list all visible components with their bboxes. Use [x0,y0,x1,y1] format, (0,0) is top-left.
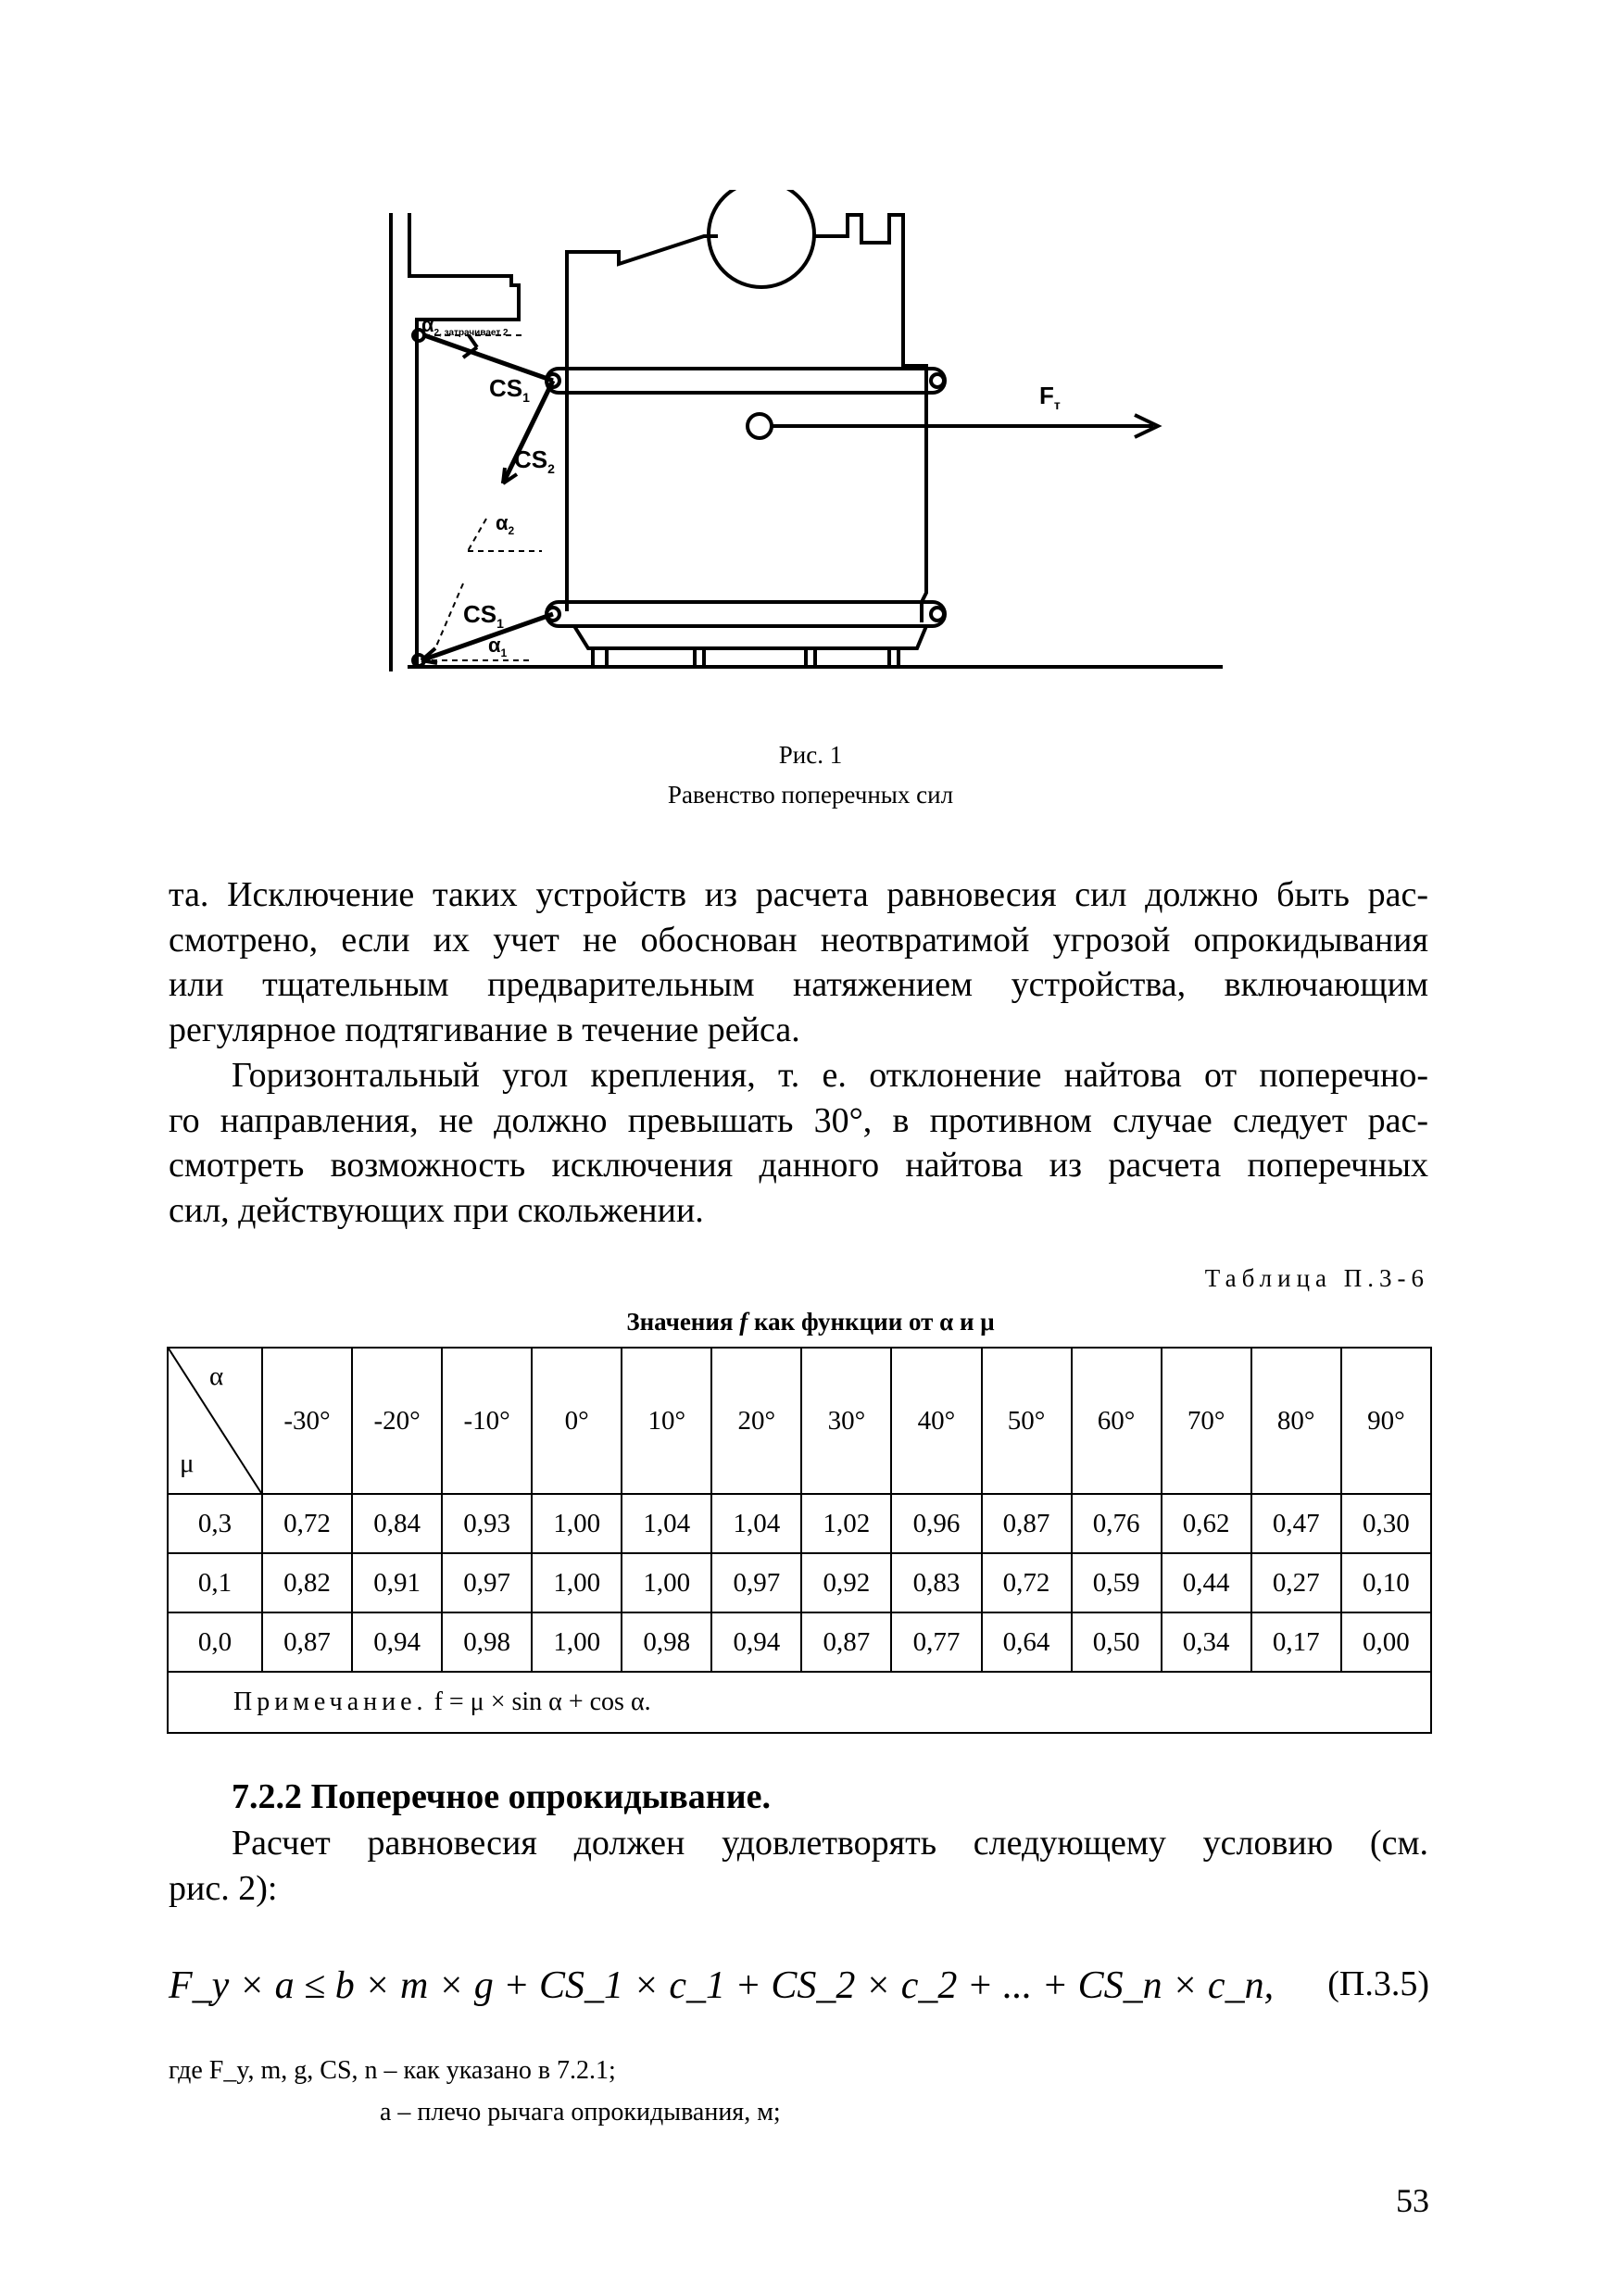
table-cell: 0,82 [262,1553,352,1612]
table-cell: 0,34 [1162,1612,1251,1672]
force-ft-label: $F_т$ [1039,382,1061,412]
table-title [0,1308,1621,1336]
figure-caption-number: Рис. 1 [778,741,843,769]
table-cell: 0,72 [982,1553,1072,1612]
table-cell: 0,98 [622,1612,711,1672]
column-header: 50° [982,1348,1072,1494]
table-cell: 0,64 [982,1612,1072,1672]
table-cell: 1,04 [711,1494,801,1553]
table-cell: 0,47 [1251,1494,1341,1553]
alpha-bottom-label: $\alpha_1$ [488,634,508,659]
table-cell: 0,93 [442,1494,532,1553]
table-cell: 0,00 [1341,1612,1431,1672]
page-number: 53 [1396,2182,1429,2219]
column-header: 0° [532,1348,622,1494]
table-cell: 1,02 [801,1494,891,1553]
paragraph-line: или тщательным предварительным натяжением устройства, включающим [169,965,1428,1004]
figure-caption-title: Равенство поперечных сил [667,781,954,809]
column-header: 70° [1162,1348,1251,1494]
paragraph-line: смотрено, если их учет не обоснован неотвратимой угрозой опрокидывания [169,920,1428,960]
table-cell: 0,44 [1162,1553,1251,1612]
values-table [167,1347,1432,1734]
table-cell: 0,76 [1072,1494,1162,1553]
table-cell: 0,50 [1072,1612,1162,1672]
row-mu: 0,3 [168,1494,262,1553]
table-cell: 1,00 [622,1553,711,1612]
table-cell: 0,77 [891,1612,981,1672]
paragraph-line: та. Исключение таких устройств из расчета равновесия сил должно быть рас- [169,875,1428,914]
alpha-top-label: α2, затрачивает 2 [421,313,509,338]
table-title-f: f [739,1308,748,1336]
table-cell: 1,04 [622,1494,711,1553]
table-cell: 0,91 [352,1553,442,1612]
column-header: 30° [801,1348,891,1494]
table-cell: 0,94 [711,1612,801,1672]
column-header: -30° [262,1348,352,1494]
table-cell: 0,83 [891,1553,981,1612]
paragraph-line: Расчет равновесия должен удовлетворять следующему условию (см. [232,1824,1428,1863]
corner-mu: μ [180,1449,195,1478]
row-mu: 0,1 [168,1553,262,1612]
table-cell: 1,00 [532,1553,622,1612]
paragraph-line: регулярное подтягивание в течение рейса. [169,1010,800,1049]
table-cell: 0,92 [801,1553,891,1612]
table-row [168,1553,1431,1612]
figure-lashing-diagram [371,190,1241,690]
paragraph-line: го направления, не должно превышать 30°, в противном случае следует рас- [169,1100,1428,1140]
where-line-1: где F_y, m, g, CS, n – как указано в 7.2.1; [169,2056,616,2085]
column-header: 40° [891,1348,981,1494]
note-text: f = μ × sin α + cos α. [434,1687,651,1716]
table-cell: 1,00 [532,1612,622,1672]
table-cell: 0,97 [442,1553,532,1612]
formula: F_y × a ≤ b × m × g + CS_1 × c_1 + CS_2 × c_2 + ... + CS_n × c_n, [169,1964,1275,2007]
where-line-2: a – плечо рычага опрокидывания, м; [380,2098,781,2127]
table-title-suffix: как функции от α и μ [754,1308,995,1336]
table-cell: 0,17 [1251,1612,1341,1672]
formula-number: (П.3.5) [1327,1964,1429,2003]
column-header: -10° [442,1348,532,1494]
table-cell: 0,27 [1251,1553,1341,1612]
table-cell: 0,94 [352,1612,442,1672]
paragraph-2 [169,1053,1428,1233]
table-cell: 0,72 [262,1494,352,1553]
section-title: 7.2.2 Поперечное опрокидывание. [232,1777,771,1816]
column-header: 20° [711,1348,801,1494]
table-row [168,1612,1431,1672]
table-cell: 0,30 [1341,1494,1431,1553]
table-header-row [168,1348,1431,1494]
table-note-row [168,1672,1431,1733]
table-cell: 0,10 [1341,1553,1431,1612]
table-cell: 0,87 [262,1612,352,1672]
paragraph-1 [169,872,1428,1052]
cs1-lower-label: $CS_1$ [463,600,504,631]
table-cell: 0,87 [801,1612,891,1672]
row-mu: 0,0 [168,1612,262,1672]
cs1-label: $CS_1$ [489,374,530,405]
corner-cell [168,1348,262,1494]
paragraph-line: Горизонтальный угол крепления, т. е. отклонение найтова от поперечно- [232,1056,1428,1095]
column-header: 10° [622,1348,711,1494]
cs2-label: $CS_2$ [514,445,555,476]
paragraph-line: смотреть возможность исключения данного найтова из расчета поперечных [169,1146,1428,1185]
paragraph-3 [169,1821,1428,1911]
column-header: 90° [1341,1348,1431,1494]
note-label: Примечание. [233,1687,428,1716]
table-cell: 0,98 [442,1612,532,1672]
table-cell: 0,59 [1072,1553,1162,1612]
table-cell: 0,87 [982,1494,1072,1553]
table-cell: 0,62 [1162,1494,1251,1553]
table-cell: 0,97 [711,1553,801,1612]
column-header: 80° [1251,1348,1341,1494]
table-cell: 0,96 [891,1494,981,1553]
column-header: -20° [352,1348,442,1494]
alpha-mid-label: $\alpha_2$ [496,511,515,537]
table-label: Таблица П.3-6 [1204,1264,1429,1292]
paragraph-line: сил, действующих при скольжении. [169,1190,704,1230]
paragraph-line: рис. 2): [169,1868,278,1908]
corner-alpha: α [209,1361,224,1391]
table-cell: 0,84 [352,1494,442,1553]
table-row [168,1494,1431,1553]
column-header: 60° [1072,1348,1162,1494]
table-cell: 1,00 [532,1494,622,1553]
table-note [168,1672,1431,1733]
table-title-prefix: Значения [626,1308,734,1336]
